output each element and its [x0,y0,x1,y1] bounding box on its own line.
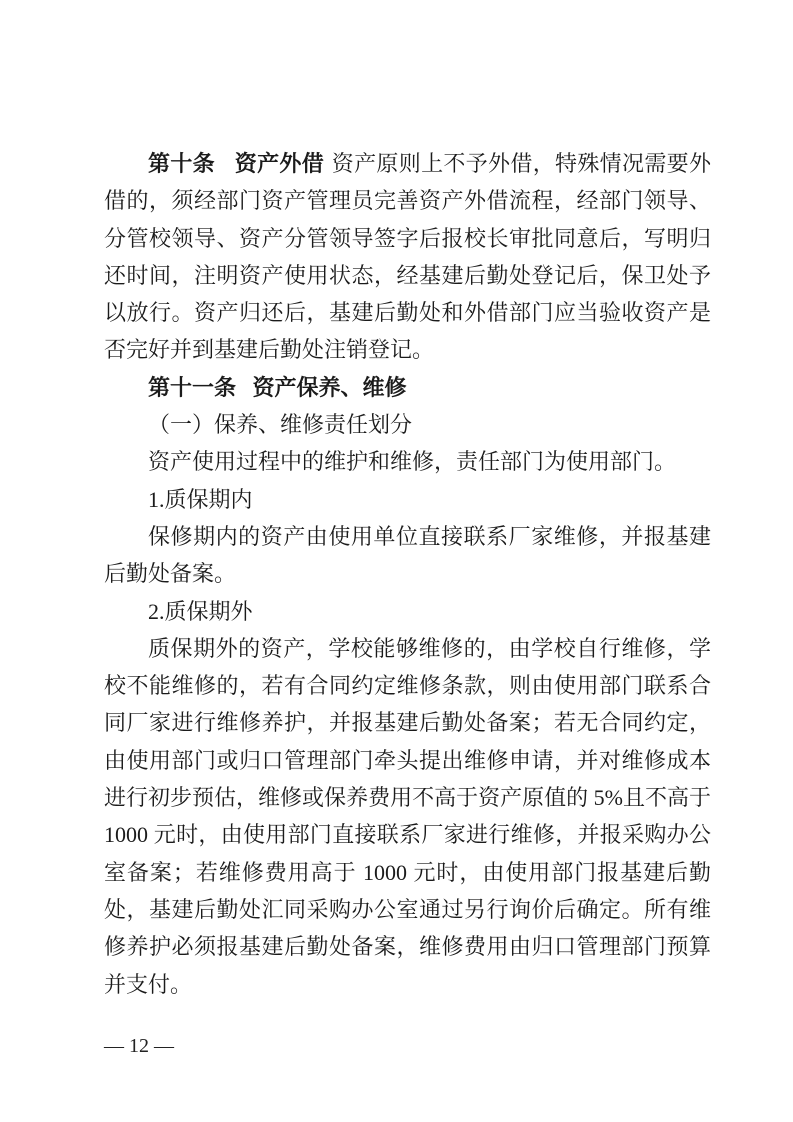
article-10-number: 第十条 [148,151,215,176]
item-2-heading: 2.质保期外 [148,598,253,624]
article-11-title: 资产保养、维修 [252,374,407,400]
page-footer [104,1035,174,1057]
page-number: — 12 — [104,1035,174,1057]
document-body [104,145,711,1003]
section-1-heading: （一）保养、维修责任划分 [148,412,413,438]
item-1-heading: 1.质保期内 [148,486,253,512]
article-11-heading [104,369,711,406]
item-2-paragraph: 质保期外的资产，学校能够维修的，由学校自行维修，学校不能维修的，若有合同约定维修条款，则由使用部门联系合同厂家进行维修养护，并报基建后勤处备案；若无合同约定，由使用部门或归口管理部门牵头提出维修申请，并对维修成本进行初步预估，维修或保养费用不高于资产原值的 5%且不高于 1000 元时，由使用部门直接联系厂家进行维修，并报采购办公室备案；若维修费用高于 1000 元时，由使用部门报基建后勤处，基建后勤处汇同采购办公室通过另行询价后确定。所有维修养护必须报基建后勤处备案，维修费用由归口管理部门预算并支付。 [104,635,711,997]
item-1-paragraph: 保修期内的资产由使用单位直接联系厂家维修，并报基建后勤处备案。 [104,523,711,587]
article-10-body: 资产原则上不予外借，特殊情况需要外借的，须经部门资产管理员完善资产外借流程，经部门领导、分管校领导、资产分管领导签字后报校长审批同意后，写明归还时间，注明资产使用状态，经基建后勤处登记后，保卫处予以放行。资产归还后，基建后勤处和外借部门应当验收资产是否完好并到基建后勤处注销登记。 [104,151,711,363]
section-1-paragraph: 资产使用过程中的维护和维修，责任部门为使用部门。 [148,449,677,475]
article-11-number: 第十一条 [148,374,237,400]
article-10-paragraph [104,145,711,369]
article-10-title: 资产外借 [234,151,325,176]
